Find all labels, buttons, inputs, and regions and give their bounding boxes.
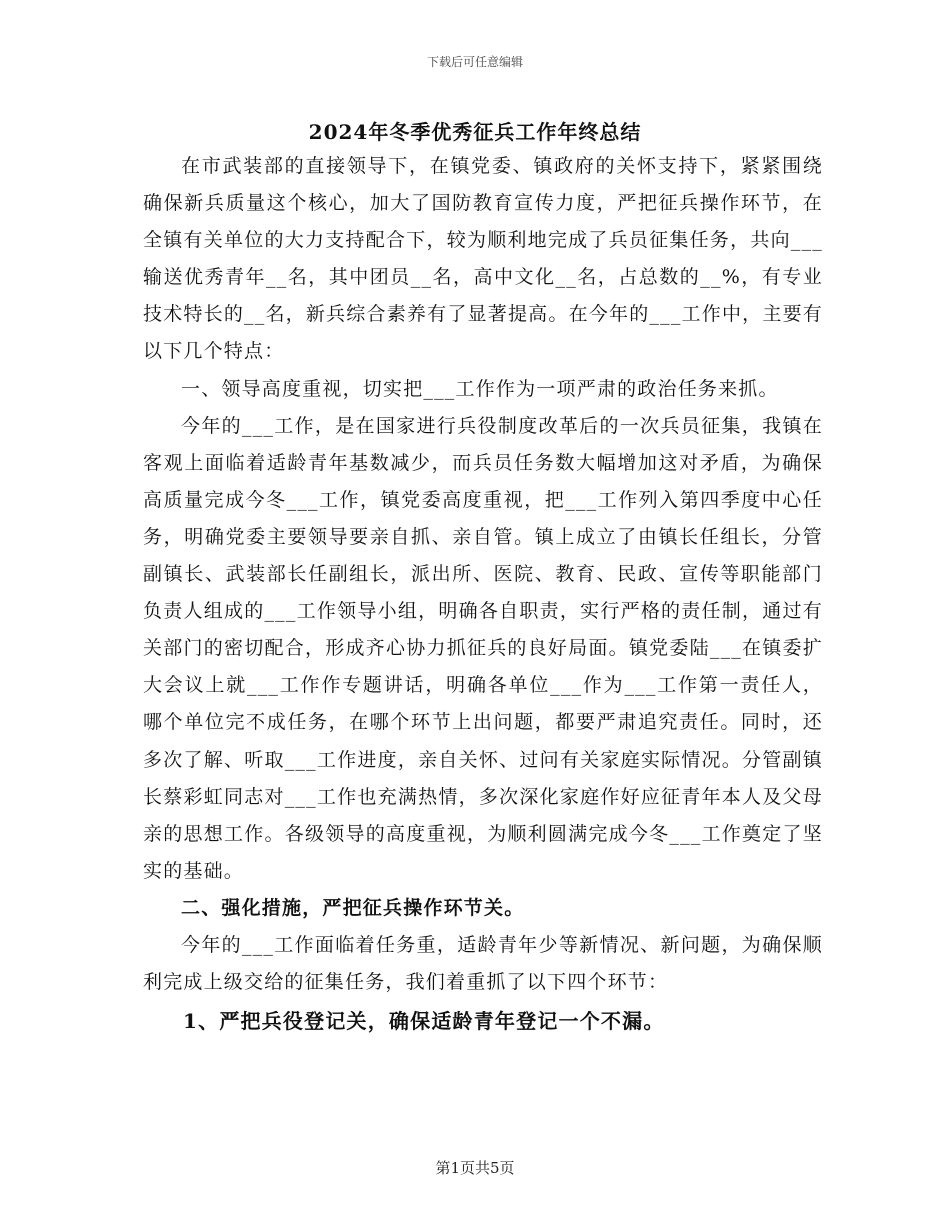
document-title: 2024年冬季优秀征兵工作年终总结: [308, 120, 642, 144]
section-two-paragraph: 今年的___工作面临着任务重，适龄青年少等新情况、新问题，为确保顺利完成上级交给的征集任务，我们着重抓了以下四个环节：: [143, 933, 823, 994]
section-one-heading: 一、领导高度重视，切实把___工作作为一项严肃的政治任务来抓。: [181, 377, 779, 400]
document-body: [143, 148, 823, 1040]
intro-paragraph: 在市武装部的直接领导下，在镇党委、镇政府的关怀支持下，紧紧围绕确保新兵质量这个核心，加大了国防教育宣传力度，严把征兵操作环节，在全镇有关单位的大力支持配合下，较为顺利地完成了兵员征集任务，共向___输送优秀青年__名，其中团员__名，高中文化__名，占总数的__%，有专业技术特长的__名，新兵综合素养有了显著提高。在今年的___工作中，主要有以下几个特点：: [143, 155, 823, 363]
section-two-heading: 二、强化措施，严把征兵操作环节关。: [181, 896, 525, 919]
page-header-note: 下载后可任意编辑: [426, 55, 523, 69]
page-number: 第1页共5页: [435, 1159, 515, 1177]
section-one-paragraph: 今年的___工作，是在国家进行兵役制度改革后的一次兵员征集，我镇在客观上面临着适龄青年基数减少，而兵员任务数大幅增加这对矛盾，为确保高质量完成今冬___工作，镇党委高度重视，把___工作列入第四季度中心任务，明确党委主要领导要亲自抓、亲自管。镇上成立了由镇长任组长，分管副镇长、武装部长任副组长，派出所、医院、教育、民政、宣传等职能部门负责人组成的___工作领导小组，明确各自职责，实行严格的责任制，通过有关部门的密切配合，形成齐心协力抓征兵的良好局面。镇党委陆___在镇委扩大会议上就___工作作专题讲话，明确各单位___作为___工作第一责任人，哪个单位完不成任务，在哪个环节上出问题，都要严肃追究责任。同时，还多次了解、听取___工作进度，亲自关怀、过问有关家庭实际情况。分管副镇长蔡彩虹同志对___工作也充满热情，多次深化家庭作好应征青年本人及父母亲的思想工作。各级领导的高度重视，为顺利圆满完成今冬___工作奠定了坚实的基础。: [143, 414, 823, 882]
subsection-one-heading: 1、严把兵役登记关，确保适龄青年登记一个不漏。: [183, 1009, 665, 1034]
